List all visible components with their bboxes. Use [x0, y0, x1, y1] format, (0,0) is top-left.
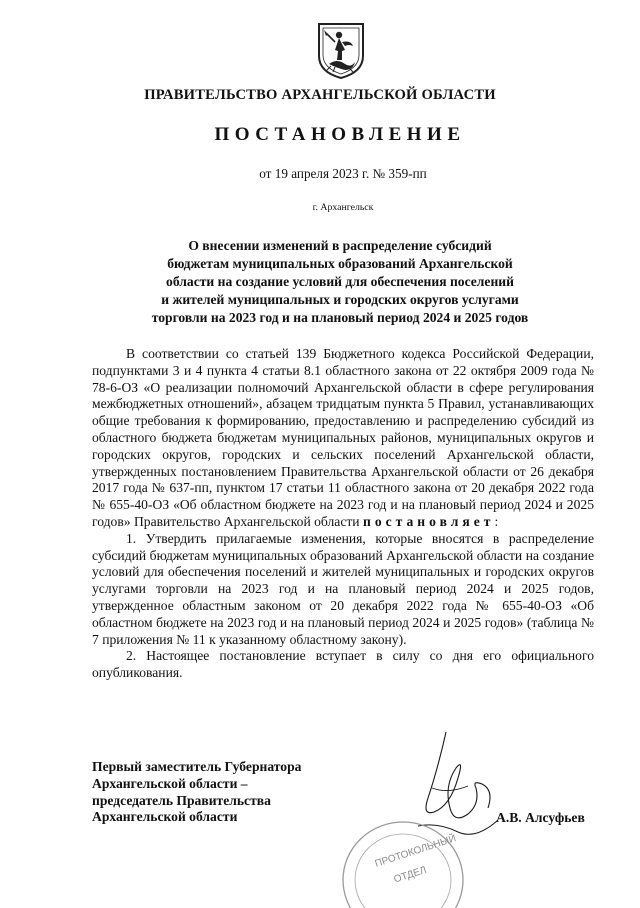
preamble-paragraph: В соответствии со статьей 139 Бюджетного кодекса Российской Федерации, подпунктами 3 и 4 пункта 4 статьи 8.1 областного закона от 22 октября 2009 года № 78-6-ОЗ «О реализации полномочий Архангельской области в сфере регулирования межбюджетных отношений», абзацем тридцатым пункта 5 Правил, устанавливающих общие требования к формированию, предоставлению и распределению субсидий из областного бюджета бюджетам муниципальных районов, муниципальных округов и городских округов, городских и сельских поселений Архангельской области, утвержденных постановлением Правительства Архангельской области от 26 декабря 2017 года № 637-пп, пунктом 17 статьи 11 областного закона от 20 декабря 2022 года № 655-40-ОЗ «Об областном бюджете на 2023 год и на плановый период 2024 и 2025 годов» Правительство Архангельской области постановляет:	[92, 346, 594, 529]
position-line: Первый заместитель Губернатора	[92, 759, 302, 774]
government-name: ПРАВИТЕЛЬСТВО АРХАНГЕЛЬСКОЙ ОБЛАСТИ	[144, 87, 496, 103]
document-date-number: от 19 апреля 2023 г. № 359-пп	[259, 166, 427, 181]
position-line: председатель Правительства	[92, 792, 271, 808]
subject-line: О внесении изменений в распределение субсидий	[188, 238, 492, 253]
protocol-department-stamp	[338, 808, 468, 908]
signatory-position	[92, 759, 352, 826]
subject-line: торговли на 2023 год и на плановый период 2024 и 2025 годов	[151, 310, 529, 325]
signatory-name: А.В. Алсуфьев	[496, 810, 585, 825]
item-2-paragraph: 2. Настоящее постановление вступает в силу со дня его официального опубликования.	[92, 648, 594, 681]
coat-of-arms-icon	[315, 20, 367, 80]
svg-text:ОТДЕЛ: ОТДЕЛ	[392, 864, 428, 886]
subject-line: бюджетам муниципальных образований Архангельской	[167, 256, 513, 271]
decree-word: постановляет	[362, 513, 495, 529]
document-city: г. Архангельск	[312, 202, 374, 213]
document-subject	[90, 237, 590, 327]
position-line: Архангельской области –	[92, 775, 248, 791]
preamble-text: В соответствии со статьей 139 Бюджетного кодекса Российской Федерации, подпунктами 3 и 4 пункта 4 статьи 8.1 областного закона от 22 октября 2009 года № 78-6-ОЗ «О реализации полномочий Архангельской области в сфере регулирования межбюджетных отношений», абзацем тридцатым пункта 5 Правил, устанавливающих общие требования к формированию, предоставлению и распределению субсидий из областного бюджета бюджетам муниципальных районов, муниципальных округов и городских округов, городских и сельских поселений Архангельской области, утвержденных постановлением Правительства Архангельской области от 26 декабря 2017 года № 637-пп, пунктом 17 статьи 11 областного закона от 20 декабря 2022 года № 655-40-ОЗ «Об областном бюджете на 2023 год и на плановый период 2024 и 2025 годов» Правительство Архангельской области	[92, 346, 594, 529]
document-body	[92, 346, 594, 682]
document-type: ПОСТАНОВЛЕНИЕ	[214, 124, 466, 145]
item-1-paragraph: 1. Утвердить прилагаемые изменения, которые вносятся в распределение субсидий бюджетам муниципальных образований Архангельской области на создание условий для обеспечения поселений и жителей муниципальных и городских округов услугами торговли на 2023 год и на плановый период 2024 и 2025 годов, утвержденное областным законом от 20 декабря 2022 года № 655-40-ОЗ «Об областном бюджете на 2023 год и на плановый период 2024 и 2025 годов» (таблица № 7 приложения № 11 к указанному областному закону).	[92, 530, 594, 647]
svg-text:ПРОТОКОЛЬНЫЙ: ПРОТОКОЛЬНЫЙ	[373, 833, 458, 870]
subject-line: и жителей муниципальных и городских округов услугами	[161, 292, 519, 307]
position-line: Архангельской области	[92, 809, 238, 825]
subject-line: области на создание условий для обеспечения поселений	[166, 274, 514, 289]
